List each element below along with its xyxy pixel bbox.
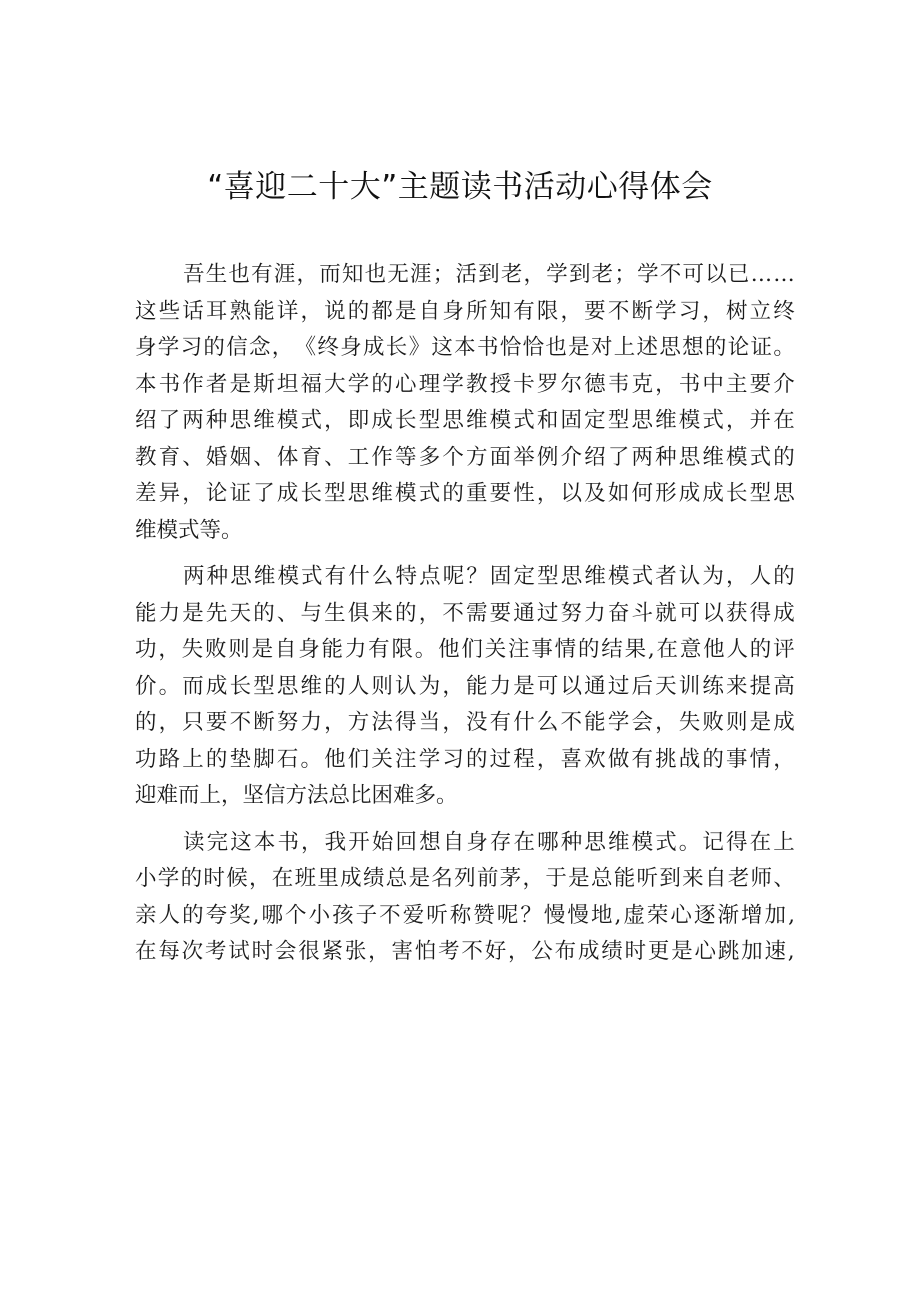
paragraph-1 xyxy=(135,257,795,549)
text-line: 小 学 的 时 候 ， 在 班 里 成 绩 总 是 名 列 前 茅 ， 于 是 总 能 听 到 来 自 老 师 、 xyxy=(135,866,795,891)
text-line: 吾 生 也 有 涯 ， 而 知 也 无 涯 ； 活 到 老 ， 学 到 老 ； 学 不 可 以 已 … … xyxy=(183,262,795,287)
text-line: 功 ， 失 败 则 是 自 身 能 力 有 限 。 他 们 关 注 事 情 的 结 果 , 在 意 他 人 的 评 xyxy=(135,637,795,662)
document-title: “喜迎二十大”主题读书活动心得体会 xyxy=(207,169,713,205)
document-body xyxy=(135,257,795,971)
text-line: 能 力 是 先 天 的 、 与 生 俱 来 的 ， 不 需 要 通 过 努 力 奋 斗 就 可 以 获 得 成 xyxy=(135,600,795,626)
text-line: 绍 了 两 种 思 维 模 式 ， 即 成 长 型 思 维 模 式 和 固 定 型 思 维 模 式 ， 并 在 xyxy=(135,408,795,433)
text-line: 在 每 次 考 试 时 会 很 紧 张 ， 害 怕 考 不 好 ， 公 布 成 绩 时 更 是 心 跳 加 速 , xyxy=(135,939,795,964)
text-line: 差 异 ， 论 证 了 成 长 型 思 维 模 式 的 重 要 性 ， 以 及 如 何 形 成 成 长 型 思 xyxy=(135,481,795,506)
text-line: 这 些 话 耳 熟 能 详 ， 说 的 都 是 自 身 所 知 有 限 ， 要 不 断 学 习 ， 树 立 终 xyxy=(135,298,795,324)
text-line: 迎难而上，坚信方法总比困难多。 xyxy=(135,783,458,808)
text-line: 读 完 这 本 书 ， 我 开 始 回 想 自 身 存 在 哪 种 思 维 模 式 。 记 得 在 上 xyxy=(183,829,795,855)
text-line: 本 书 作 者 是 斯 坦 福 大 学 的 心 理 学 教 授 卡 罗 尔 德 韦 克 ， 书 中 主 要 介 xyxy=(135,371,795,397)
text-line: 价 。 而 成 长 型 思 维 的 人 则 认 为 ， 能 力 是 可 以 通 过 后 天 训 练 来 提 高 xyxy=(135,673,795,699)
text-line: 亲 人 的 夸 奖 , 哪 个 小 孩 子 不 爱 听 称 赞 呢 ？ 慢 慢 地 , 虚 荣 心 逐 渐 增 加 , xyxy=(135,902,795,928)
paragraph-3 xyxy=(135,825,795,971)
paragraph-2 xyxy=(135,559,795,815)
text-line: 的 ， 只 要 不 断 努 力 ， 方 法 得 当 ， 没 有 什 么 不 能 学 会 ， 失 败 则 是 成 xyxy=(135,710,795,735)
text-line: 两 种 思 维 模 式 有 什 么 特 点 呢 ？ 固 定 型 思 维 模 式 者 认 为 ， 人 的 xyxy=(183,564,795,589)
text-line: 教 育 、 婚 姻 、 体 育 、 工 作 等 多 个 方 面 举 例 介 绍 了 两 种 思 维 模 式 的 xyxy=(135,444,795,470)
text-line: 功 路 上 的 垫 脚 石 。 他 们 关 注 学 习 的 过 程 ， 喜 欢 做 有 挑 战 的 事 情 ， xyxy=(135,746,795,772)
text-line: 维模式等。 xyxy=(135,517,243,543)
text-line: 身 学 习 的 信 念 ， 《 终 身 成 长 》 这 本 书 恰 恰 也 是 对 上 述 思 想 的 论 证 。 xyxy=(135,335,795,360)
